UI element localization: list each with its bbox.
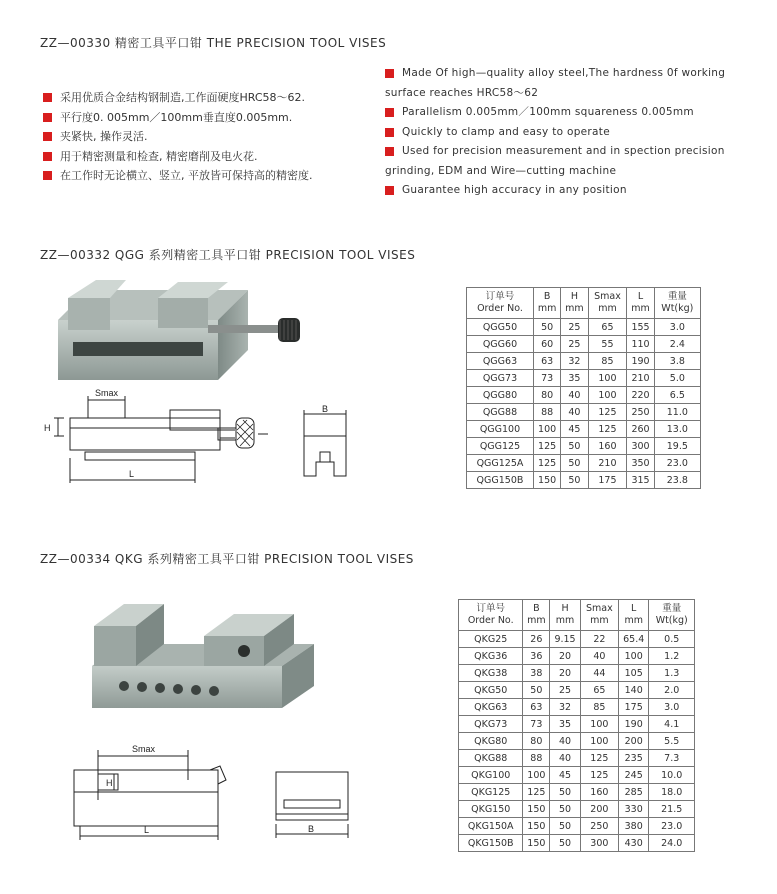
table-cell: 175 [618,699,649,716]
table-row [459,665,695,682]
table-cell: 190 [627,353,654,370]
table-cell: 300 [580,835,618,852]
table-cell: 50 [533,319,560,336]
table-cell: 50 [523,682,550,699]
table-cell: 150 [523,801,550,818]
table-cell: 110 [627,336,654,353]
table-cell: QKG25 [459,631,523,648]
col-header-l: L mm [627,288,654,319]
table-cell: 0.5 [649,631,695,648]
table-cell: 88 [533,404,560,421]
b-label: B [322,404,329,414]
table-cell: 24.0 [649,835,695,852]
table-cell: 32 [561,353,588,370]
table-cell: 35 [561,370,588,387]
table-cell: 140 [618,682,649,699]
table-row [467,421,701,438]
table-row [467,472,701,489]
table-cell: 13.0 [654,421,700,438]
table-cell: 200 [618,733,649,750]
table-cell: 125 [588,404,627,421]
section1-title: ZZ—00330 精密工具平口钳 THE PRECISION TOOL VISES [40,36,387,50]
table-cell: QKG36 [459,648,523,665]
table-cell: 430 [618,835,649,852]
table-cell: 60 [533,336,560,353]
table-cell: 21.5 [649,801,695,818]
table-cell: QGG73 [467,370,534,387]
table-cell: 20 [550,648,581,665]
table-cell: 125 [533,455,560,472]
table-cell: QKG73 [459,716,523,733]
smax-label: Smax [132,744,156,754]
l-label: L [129,469,135,479]
table-cell: 3.0 [654,319,700,336]
table-cell: 18.0 [649,784,695,801]
h-label: H [106,778,113,788]
table-cell: 155 [627,319,654,336]
table-cell: 150 [533,472,560,489]
table-cell: 40 [561,387,588,404]
table-cell: QGG125 [467,438,534,455]
table-cell: QGG125A [467,455,534,472]
table-cell: 125 [580,750,618,767]
list-item: Quickly to clamp and easy to operate [385,123,730,143]
table-row [459,767,695,784]
table-cell: QKG88 [459,750,523,767]
table-cell: 160 [580,784,618,801]
table-cell: 40 [550,750,581,767]
section2-title: ZZ—00332 QGG 系列精密工具平口钳 PRECISION TOOL VISES [40,248,416,262]
table-cell: 40 [550,733,581,750]
table-row [467,353,701,370]
table-cell: QKG150B [459,835,523,852]
table-cell: QKG150A [459,818,523,835]
table-cell: 22 [580,631,618,648]
table-cell: 160 [588,438,627,455]
table-cell: 220 [627,387,654,404]
table-row [467,455,701,472]
table-cell: 50 [561,438,588,455]
table-cell: 73 [523,716,550,733]
table-cell: 65 [588,319,627,336]
table-cell: 245 [618,767,649,784]
table-cell: 35 [550,716,581,733]
bullet-square-icon [43,152,52,161]
table-cell: 100 [533,421,560,438]
col-header-h: H mm [550,600,581,631]
table-cell: 3.8 [654,353,700,370]
h-label: H [44,423,51,433]
table-cell: QKG63 [459,699,523,716]
table-cell: 63 [533,353,560,370]
table-header-row [459,600,695,631]
table-cell: 260 [627,421,654,438]
table-cell: 45 [550,767,581,784]
list-item: 用于精密测量和检查, 精密磨削及电火花. [43,147,313,167]
table-cell: 330 [618,801,649,818]
table-cell: QKG38 [459,665,523,682]
col-header-order: 订单号 Order No. [467,288,534,319]
table-cell: 25 [561,336,588,353]
b-label: B [308,824,315,834]
table-cell: 100 [580,733,618,750]
col-header-weight: 重量 Wt(kg) [649,600,695,631]
table-cell: QGG50 [467,319,534,336]
list-item: Made Of high—quality alloy steel,The hardness 0f working [385,64,730,84]
qgg-spec-table [466,287,701,489]
qkg-spec-table [458,599,695,852]
col-header-b: B mm [523,600,550,631]
table-cell: 23.0 [649,818,695,835]
table-cell: 125 [580,767,618,784]
table-cell: 11.0 [654,404,700,421]
table-cell: QGG88 [467,404,534,421]
table-row [459,648,695,665]
table-cell: 20 [550,665,581,682]
table-cell: QKG80 [459,733,523,750]
list-item: Guarantee high accuracy in any position [385,181,730,201]
list-item: Parallelism 0.005mm／100mm squareness 0.005mm [385,103,730,123]
bullet-square-icon [43,93,52,102]
table-cell: 7.3 [649,750,695,767]
table-cell: 200 [580,801,618,818]
table-cell: 36 [523,648,550,665]
table-cell: QGG60 [467,336,534,353]
table-cell: 85 [588,353,627,370]
table-cell: 175 [588,472,627,489]
smax-label: Smax [95,388,119,398]
table-cell: QKG125 [459,784,523,801]
table-cell: 2.4 [654,336,700,353]
table-row [459,699,695,716]
table-cell: 26 [523,631,550,648]
table-row [467,336,701,353]
table-row [467,438,701,455]
qkg-side-drawing [70,740,260,840]
table-cell: 88 [523,750,550,767]
table-cell: 38 [523,665,550,682]
bullet-square-icon [385,108,394,117]
table-cell: 73 [533,370,560,387]
table-row [459,835,695,852]
table-cell: QGG80 [467,387,534,404]
list-item-continuation: surface reaches HRC58～62 [385,86,539,99]
table-cell: 19.5 [654,438,700,455]
table-cell: QGG100 [467,421,534,438]
col-header-l: L mm [618,600,649,631]
table-cell: 250 [627,404,654,421]
en-feature-list [385,64,730,201]
table-header-row [467,288,701,319]
table-cell: 50 [550,801,581,818]
list-item: 采用优质合金结构钢制造,工作面硬度HRC58～62. [43,88,313,108]
table-cell: 25 [550,682,581,699]
table-cell: 1.2 [649,648,695,665]
col-header-smax: Smax mm [580,600,618,631]
table-row [459,716,695,733]
table-row [459,631,695,648]
table-row [459,750,695,767]
table-cell: QKG50 [459,682,523,699]
bullet-square-icon [385,69,394,78]
table-cell: 4.1 [649,716,695,733]
table-cell: 50 [550,818,581,835]
bullet-square-icon [43,171,52,180]
table-cell: QKG150 [459,801,523,818]
table-cell: 65.4 [618,631,649,648]
table-cell: 50 [550,784,581,801]
table-cell: 40 [561,404,588,421]
table-row [459,818,695,835]
bullet-square-icon [43,132,52,141]
col-header-smax: Smax mm [588,288,627,319]
table-cell: 125 [533,438,560,455]
col-header-weight: 重量 Wt(kg) [654,288,700,319]
table-cell: 350 [627,455,654,472]
table-row [459,801,695,818]
table-cell: 100 [618,648,649,665]
table-cell: 40 [580,648,618,665]
table-cell: 63 [523,699,550,716]
table-cell: 9.15 [550,631,581,648]
list-item: 在工作时无论横立、竖立, 平放皆可保持高的精密度. [43,166,313,186]
table-cell: 150 [523,818,550,835]
table-cell: 285 [618,784,649,801]
qgg-front-drawing [296,402,356,482]
table-row [459,784,695,801]
table-cell: 1.3 [649,665,695,682]
col-header-h: H mm [561,288,588,319]
table-cell: 32 [550,699,581,716]
table-cell: 65 [580,682,618,699]
table-cell: 25 [561,319,588,336]
cn-feature-list [43,88,313,186]
table-row [467,404,701,421]
list-item: Used for precision measurement and in spection precision [385,142,730,162]
table-cell: 300 [627,438,654,455]
table-cell: 50 [561,455,588,472]
table-cell: 2.0 [649,682,695,699]
bullet-square-icon [385,186,394,195]
table-cell: 150 [523,835,550,852]
bullet-square-icon [43,113,52,122]
table-cell: QGG150B [467,472,534,489]
qkg-front-drawing [274,770,350,842]
table-cell: 5.0 [654,370,700,387]
table-cell: 190 [618,716,649,733]
section3-title: ZZ—00334 QKG 系列精密工具平口钳 PRECISION TOOL VISES [40,552,414,566]
table-cell: QGG63 [467,353,534,370]
table-row [459,733,695,750]
table-row [467,370,701,387]
table-cell: QKG100 [459,767,523,784]
list-item: 夹紧快, 操作灵活. [43,127,313,147]
table-cell: 23.0 [654,455,700,472]
table-cell: 45 [561,421,588,438]
list-item-continuation: grinding, EDM and Wire—cutting machine [385,164,617,177]
table-cell: 23.8 [654,472,700,489]
table-cell: 50 [550,835,581,852]
qgg-side-drawing [40,388,270,488]
qgg-vise-photo [48,280,328,390]
table-cell: 85 [580,699,618,716]
table-cell: 3.0 [649,699,695,716]
table-row [467,319,701,336]
table-cell: 100 [588,387,627,404]
l-label: L [144,825,150,835]
table-cell: 100 [588,370,627,387]
table-row [467,387,701,404]
table-cell: 55 [588,336,627,353]
table-cell: 125 [523,784,550,801]
table-cell: 100 [523,767,550,784]
table-row [459,682,695,699]
bullet-square-icon [385,147,394,156]
table-cell: 210 [588,455,627,472]
table-cell: 100 [580,716,618,733]
table-cell: 235 [618,750,649,767]
table-cell: 380 [618,818,649,835]
col-header-order: 订单号 Order No. [459,600,523,631]
bullet-square-icon [385,128,394,137]
table-cell: 250 [580,818,618,835]
table-cell: 80 [523,733,550,750]
table-cell: 210 [627,370,654,387]
table-cell: 10.0 [649,767,695,784]
list-item: 平行度0. 005mm／100mm垂直度0.005mm. [43,108,313,128]
table-cell: 125 [588,421,627,438]
table-cell: 5.5 [649,733,695,750]
col-header-b: B mm [533,288,560,319]
table-cell: 315 [627,472,654,489]
table-cell: 44 [580,665,618,682]
table-cell: 105 [618,665,649,682]
table-cell: 80 [533,387,560,404]
table-cell: 6.5 [654,387,700,404]
table-cell: 50 [561,472,588,489]
qkg-vise-photo [84,596,324,716]
